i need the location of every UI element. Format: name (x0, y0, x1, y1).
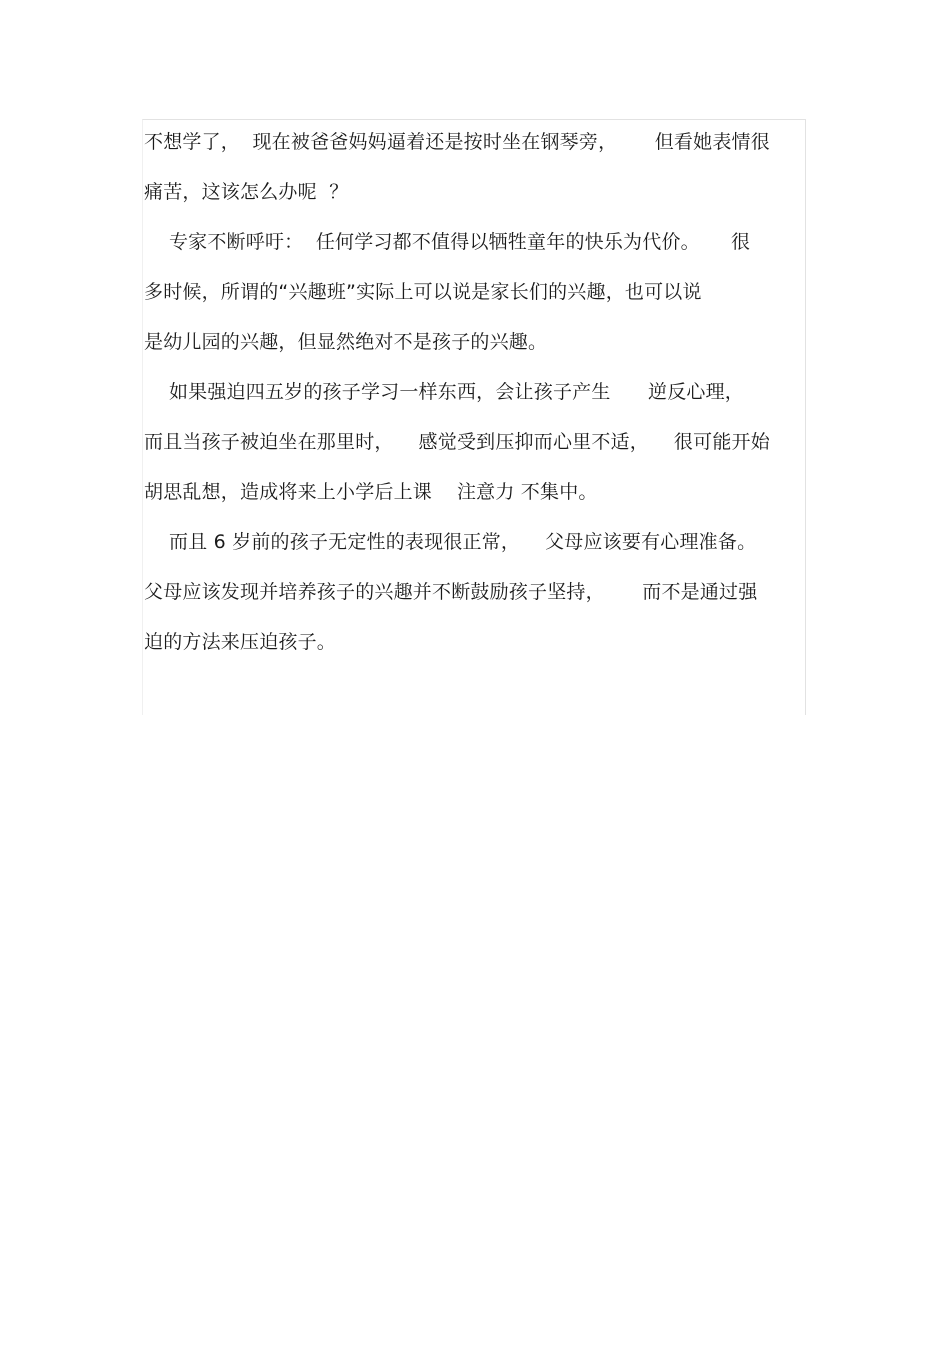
text-line-11: 迫的方法来压迫孩子。 (144, 631, 337, 653)
text-frame (142, 119, 806, 715)
text-line-5: 是幼儿园的兴趣，但显然绝对不是孩子的兴趣。 (144, 331, 548, 353)
text-line-3: 专家不断呼吁： 任何学习都不值得以牺牲童年的快乐为代价。 很 (144, 231, 751, 253)
text-line-6: 如果强迫四五岁的孩子学习一样东西，会让孩子产生 逆反心理， (144, 381, 744, 403)
text-line-2: 痛苦，这该怎么办呢 ？ (144, 181, 349, 203)
text-line-9: 而且 6 岁前的孩子无定性的表现很正常， 父母应该要有心理准备。 (144, 531, 757, 553)
text-line-10: 父母应该发现并培养孩子的兴趣并不断鼓励孩子坚持， 而不是通过强 (144, 581, 758, 603)
text-line-1: 不想学了， 现在被爸爸妈妈逼着还是按时坐在钢琴旁， 但看她表情很 (144, 131, 770, 153)
text-line-7: 而且当孩子被迫坐在那里时， 感觉受到压抑而心里不适， 很可能开始 (144, 431, 770, 453)
text-line-4: 多时候，所谓的“兴趣班”实际上可以说是家长们的兴趣，也可以说 (144, 281, 702, 303)
text-line-8: 胡思乱想，造成将来上小学后上课 注意力 不集中。 (144, 481, 598, 503)
